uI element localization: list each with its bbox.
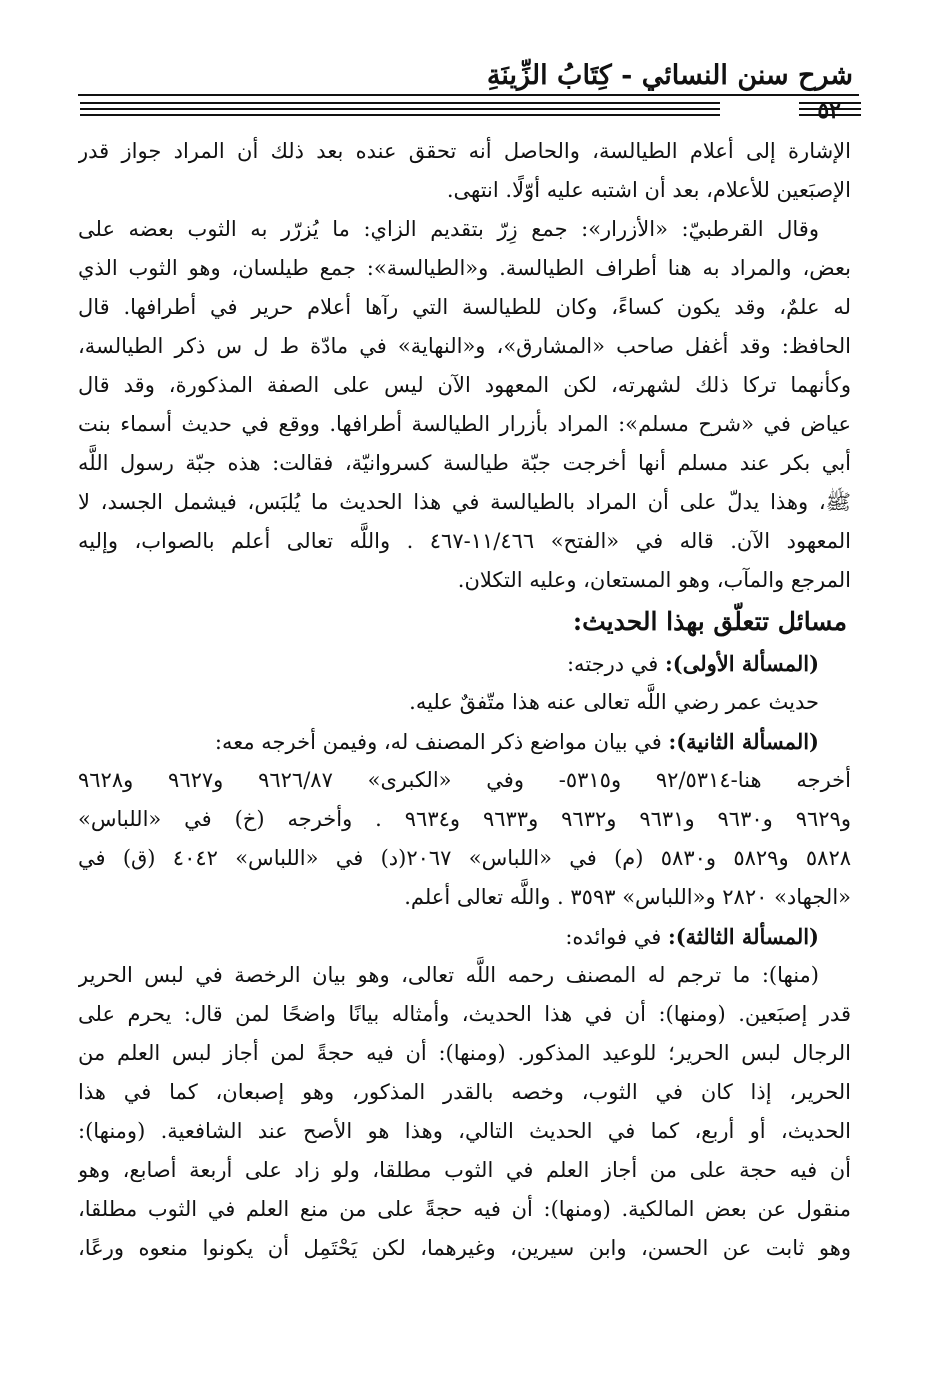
intro-paragraphs — [78, 132, 851, 600]
issue-3-body — [78, 956, 851, 1268]
text-line: المرجع والمآب، وهو المستعان، وعليه التكلان. — [457, 568, 851, 592]
section-heading: مسائل تتعلّق بهذا الحديث: — [572, 607, 847, 636]
text-line: الحرير، إذا كان في الثوب، وخصه بالقدر المذكور، وهو إصبعان، كما في هذا — [78, 1080, 851, 1104]
page-number-rules-left — [80, 102, 720, 120]
text-line: المعهود الآن. قاله في «الفتح» ١١/٤٦٦-٤٦٧ . واللَّه تعالى أعلم بالصواب، وإليه — [78, 529, 851, 553]
text-line: ٥٨٢٨ و٥٨٢٩ و٥٨٣٠ (م) في «اللباس» ٢٠٦٧(د) في «اللباس» ٤٠٤٢ (ق) في — [78, 846, 851, 870]
text-line: أن فيه حجة على من أجاز العلم في الثوب مطلقا، ولو زاد على أربعة أصابع، وهو — [78, 1158, 851, 1182]
text-line: وهو ثابت عن الحسن، وابن سيرين، وغيرهما، لكن يَحْتَمِل أن يكونوا منعوه ورعًا، — [78, 1236, 851, 1260]
text-line: ﷺ، وهذا يدلّ على أن المراد بالطيالسة في هذا الحديث ما يُلبَس، فيشمل الجسد، لا — [78, 490, 851, 514]
text-line: قدر إصبَعين. (ومنها): أن في هذا الحديث، وأمثاله بيانًا واضحًا لمن قال: يحرم على — [78, 1002, 851, 1026]
issue-2-heading — [78, 722, 851, 761]
text-line: و٩٦٢٩ و٩٦٣٠ و٩٦٣١ و٩٦٣٢ و٩٦٣٣ و٩٦٣٤ . وأخرجه (خ) في «اللباس» — [78, 807, 851, 831]
issue-2-label: (المسألة الثانية): — [668, 729, 819, 754]
page-number: ٥٢ — [817, 98, 841, 124]
header-rule — [78, 94, 859, 96]
text-line: عياض في «شرح مسلم»: المراد بأزرار الطيالسة أطرافها. ووقع في حديث أسماء بنت — [78, 412, 851, 436]
text-line: بعض، والمراد به هنا أطراف الطيالسة. و«الطيالسة»: جمع طيلسان، وهو الثوب الذي — [78, 256, 851, 280]
text-line: الحافظ: وقد أغفل صاحب «المشارق»، و«النهاية» في مادّة ط ل س ذكر الطيالسة، — [78, 334, 851, 358]
text-line: وكأنهما تركا ذلك لشهرته، لكن المعهود الآن ليس على الصفة المذكورة، وقد قال — [78, 373, 851, 397]
issue-3-title: في فوائده: — [565, 925, 662, 949]
text-line: أخرجه هنا-٩٢/٥٣١٤ و٥٣١٥- وفي «الكبرى» ٩٦٢٦/٨٧ و٩٦٢٧ و٩٦٢٨ — [78, 768, 851, 792]
text-line: منقول عن بعض المالكية. (ومنها): أن فيه حجةً على من منع العلم في الثوب مطلقا، — [78, 1197, 851, 1221]
text-line: وقال القرطبيّ: «الأزرار»: جمع زِرّ بتقديم الزاي: ما يُزرّر به الثوب بعضه على — [78, 217, 819, 241]
issue-1-label: (المسألة الأولى): — [665, 651, 819, 676]
text-line: «الجهاد» ٢٨٢٠ و«اللباس» ٣٥٩٣ . واللَّه تعالى أعلم. — [404, 885, 851, 909]
issue-3-label: (المسألة الثالثة): — [667, 924, 819, 949]
issue-1-title: في درجته: — [566, 652, 659, 676]
issue-2-body — [78, 761, 851, 917]
issue-2-title: في بيان مواضع ذكر المصنف له، وفيمن أخرجه معه: — [214, 730, 662, 754]
text-line: الإشارة إلى أعلام الطيالسة، والحاصل أنه تحقق عنده بعد ذلك أن المراد جواز قدر — [78, 139, 851, 163]
issue-1-text: حديث عمر رضي اللَّه تعالى عنه هذا متّفقٌ عليه. — [409, 690, 819, 714]
text-line: (منها): ما ترجم له المصنف رحمه اللَّه تعالى، وهو بيان الرخصة في لبس الحرير — [78, 963, 819, 987]
text-line: أبي بكر عند مسلم أنها أخرجت جبّة طيالسة كسروانيّة، فقالت: هذه جبّة رسول اللَّه — [78, 451, 851, 475]
text-line: الإصبَعين للأعلام، بعد أن اشتبه عليه أوّلًا. انتهى. — [446, 178, 851, 202]
issue-1-heading — [78, 644, 851, 683]
text-line: له علمٌ، وقد يكون كساءً، وكان للطيالسة التي رآها أعلام حرير في أطرافها. قال — [78, 295, 851, 319]
issue-3-heading — [78, 917, 851, 956]
text-line: الحديث، أو أربع، كما في الحديث التالي، وهذا هو الأصح عند الشافعية. (ومنها): — [78, 1119, 851, 1143]
page-body — [78, 132, 851, 1268]
text-line: الرجال لبس الحرير؛ للوعيد المذكور. (ومنها): أن فيه حجةً لمن أجاز لبس العلم من — [78, 1041, 851, 1065]
running-title: شرح سنن النسائي - كِتَابُ الزِّينَةِ — [486, 60, 853, 91]
